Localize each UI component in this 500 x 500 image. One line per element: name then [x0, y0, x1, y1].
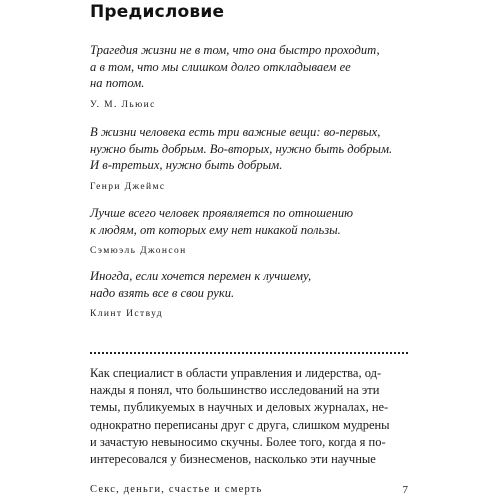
body-line: и зачастую невыносимо скучны. Более того, когда я по-	[90, 434, 386, 449]
epigraph-author: У. М. Льюис	[90, 99, 156, 110]
epigraph-quote	[90, 42, 420, 92]
quote-line: нужно быть добрым. Во-вторых, нужно быть добрым.	[90, 141, 393, 156]
quote-line: Лучше всего человек проявляется по отношению	[90, 206, 354, 220]
epigraph-author: Сэмюэль Джонсон	[90, 246, 187, 256]
body-line: Как специалист в области управления и лидерства, од-	[90, 366, 382, 380]
body-line: нажды я понял, что большинство исследований на эти	[90, 383, 380, 398]
body-line: темы, публикуемых в научных и деловых журналах, не-	[90, 400, 389, 415]
epigraph-2	[90, 124, 420, 192]
epigraph-quote	[90, 268, 420, 301]
quote-line: Трагедия жизни не в том, что она быстро проходит,	[90, 43, 380, 57]
quote-line: И в-третьих, нужно быть добрым.	[90, 158, 283, 172]
quote-line: В жизни человека есть три важные вещи: во-первых,	[90, 125, 381, 139]
quote-line: надо взять все в свои руки.	[90, 285, 235, 300]
quote-line: Иногда, если хочется перемен к лучшему,	[90, 269, 312, 283]
dotted-divider	[90, 352, 408, 354]
epigraph-3	[90, 205, 420, 256]
epigraph-1	[90, 42, 420, 110]
epigraph-quote	[90, 205, 420, 238]
quote-line: на потом.	[90, 76, 145, 90]
page-title: Предисловие	[90, 2, 225, 22]
body-line: интересовался у бизнесменов, насколько эти научные	[90, 452, 376, 467]
running-footer-title: Секс, деньги, счастье и смерть	[90, 484, 263, 495]
epigraph-4	[90, 268, 420, 319]
epigraph-author: Генри Джеймс	[90, 181, 166, 192]
body-paragraph	[90, 365, 410, 468]
quote-line: а в том, что мы слишком долго откладываем ее	[90, 59, 351, 74]
quote-line: к людям, от которых ему нет никакой пользы.	[90, 222, 341, 237]
page-number: 7	[402, 484, 408, 496]
epigraph-quote	[90, 124, 420, 174]
epigraph-author: Клинт Иствуд	[90, 309, 163, 319]
body-line: однократно переписаны друг с друга, слишком мудрены	[90, 417, 390, 432]
